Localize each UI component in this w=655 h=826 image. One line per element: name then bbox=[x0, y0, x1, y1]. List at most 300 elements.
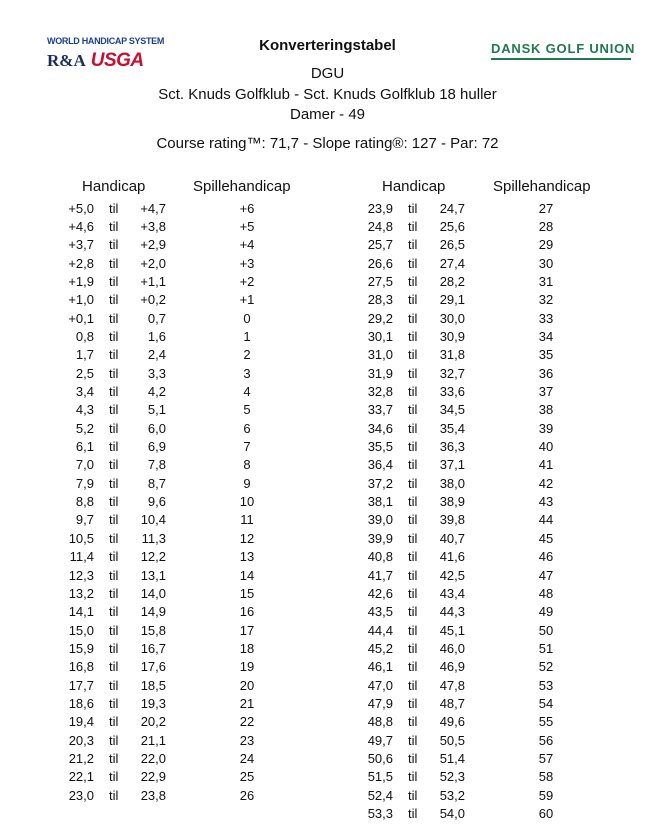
handicap-from: +1,9 bbox=[68, 273, 94, 289]
handicap-from: 7,9 bbox=[75, 475, 94, 491]
handicap-to: 44,3 bbox=[439, 604, 465, 620]
playing-handicap: 21 bbox=[239, 695, 255, 711]
handicap-to: 7,8 bbox=[147, 457, 166, 473]
handicap-to: 51,4 bbox=[439, 751, 465, 766]
til-label: til bbox=[109, 512, 119, 528]
handicap-to: 48,7 bbox=[439, 695, 465, 711]
playing-handicap: 50 bbox=[538, 622, 554, 638]
til-label: til bbox=[109, 328, 119, 344]
table-row bbox=[350, 732, 600, 750]
handicap-from: 10,5 bbox=[68, 530, 94, 546]
til-label: til bbox=[408, 420, 418, 436]
til-label: til bbox=[109, 494, 119, 510]
table-row bbox=[50, 218, 300, 236]
playing-handicap: 33 bbox=[538, 310, 554, 326]
handicap-from: 21,2 bbox=[68, 751, 94, 766]
til-label: til bbox=[109, 530, 119, 546]
playing-handicap: 47 bbox=[538, 567, 554, 583]
handicap-to: 54,0 bbox=[439, 806, 465, 822]
til-label: til bbox=[408, 218, 418, 234]
handicap-from: 39,9 bbox=[367, 530, 393, 546]
handicap-from: 0,8 bbox=[75, 328, 94, 344]
table-row bbox=[350, 475, 600, 493]
playing-handicap: 25 bbox=[239, 769, 255, 785]
handicap-to: 34,5 bbox=[439, 402, 465, 418]
til-label: til bbox=[109, 787, 119, 803]
table-row bbox=[350, 677, 600, 695]
table-row bbox=[50, 768, 300, 786]
playing-handicap: 52 bbox=[538, 659, 554, 675]
handicap-from: 50,6 bbox=[367, 751, 393, 766]
handicap-from: 27,5 bbox=[367, 273, 393, 289]
handicap-from: 24,8 bbox=[367, 218, 393, 234]
playing-handicap: 22 bbox=[239, 714, 255, 730]
handicap-from: 46,1 bbox=[367, 659, 393, 675]
handicap-to: 32,7 bbox=[439, 365, 465, 381]
til-label: til bbox=[109, 439, 119, 455]
handicap-to: 43,4 bbox=[439, 585, 465, 601]
til-label: til bbox=[109, 714, 119, 730]
til-label: til bbox=[408, 457, 418, 473]
table-row bbox=[350, 603, 600, 621]
playing-handicap: 36 bbox=[538, 365, 554, 381]
right-handicap-header: Handicap bbox=[382, 178, 446, 195]
table-row bbox=[50, 658, 300, 676]
playing-handicap: 54 bbox=[538, 695, 554, 711]
handicap-to: 14,0 bbox=[140, 585, 166, 601]
til-label: til bbox=[109, 310, 119, 326]
handicap-from: 31,0 bbox=[367, 347, 393, 363]
handicap-from: 48,8 bbox=[367, 714, 393, 730]
table-row bbox=[350, 383, 600, 401]
til-label: til bbox=[109, 365, 119, 381]
usga-logo: USGA bbox=[90, 50, 144, 71]
table-row bbox=[350, 750, 600, 768]
playing-handicap: 51 bbox=[538, 640, 554, 656]
til-label: til bbox=[408, 659, 418, 675]
til-label: til bbox=[408, 494, 418, 510]
playing-handicap: 12 bbox=[239, 530, 255, 546]
table-row bbox=[350, 567, 600, 585]
til-label: til bbox=[408, 475, 418, 491]
handicap-to: 2,4 bbox=[147, 347, 166, 363]
playing-handicap: 14 bbox=[239, 567, 255, 583]
table-row bbox=[50, 732, 300, 750]
handicap-to: 18,5 bbox=[140, 677, 166, 693]
til-label: til bbox=[109, 420, 119, 436]
handicap-to: 27,4 bbox=[439, 255, 465, 271]
handicap-to: 9,6 bbox=[147, 494, 166, 510]
table-row bbox=[50, 530, 300, 548]
table-row bbox=[350, 218, 600, 236]
table-row bbox=[50, 456, 300, 474]
handicap-from: 49,7 bbox=[367, 732, 393, 748]
playing-handicap: 35 bbox=[538, 347, 554, 363]
til-label: til bbox=[408, 310, 418, 326]
handicap-from: 43,5 bbox=[367, 604, 393, 620]
table-row bbox=[50, 420, 300, 438]
table-row bbox=[50, 640, 300, 658]
table-row bbox=[50, 713, 300, 731]
handicap-from: 9,7 bbox=[75, 512, 94, 528]
right-playing-handicap-header: Spillehandicap bbox=[493, 178, 591, 195]
table-row bbox=[350, 328, 600, 346]
handicap-from: 26,6 bbox=[367, 255, 393, 271]
til-label: til bbox=[109, 347, 119, 363]
playing-handicap: 11 bbox=[240, 512, 254, 528]
table-row bbox=[350, 622, 600, 640]
til-label: til bbox=[408, 237, 418, 253]
handicap-from: 5,2 bbox=[75, 420, 94, 436]
handicap-to: 22,0 bbox=[140, 751, 166, 766]
handicap-from: 38,1 bbox=[367, 494, 393, 510]
handicap-to: 13,1 bbox=[140, 567, 166, 583]
playing-handicap: 16 bbox=[239, 604, 255, 620]
table-row bbox=[350, 713, 600, 731]
handicap-from: 39,0 bbox=[367, 512, 393, 528]
til-label: til bbox=[109, 604, 119, 620]
left-playing-handicap-header: Spillehandicap bbox=[193, 178, 291, 195]
handicap-from: 52,4 bbox=[367, 787, 393, 803]
til-label: til bbox=[408, 384, 418, 399]
handicap-from: +4,6 bbox=[68, 218, 94, 234]
handicap-to: 8,7 bbox=[147, 475, 166, 491]
til-label: til bbox=[408, 549, 418, 565]
playing-handicap: 43 bbox=[538, 494, 554, 510]
til-label: til bbox=[408, 695, 418, 711]
table-row bbox=[50, 622, 300, 640]
til-label: til bbox=[109, 622, 119, 638]
handicap-to: 25,6 bbox=[439, 218, 465, 234]
handicap-from: 53,3 bbox=[367, 806, 393, 822]
handicap-to: 28,2 bbox=[439, 273, 465, 289]
handicap-to: 45,1 bbox=[439, 622, 465, 638]
playing-handicap: 5 bbox=[243, 402, 251, 418]
table-row bbox=[50, 291, 300, 309]
til-label: til bbox=[408, 640, 418, 656]
handicap-from: 34,6 bbox=[367, 420, 393, 436]
handicap-from: 40,8 bbox=[367, 549, 393, 565]
handicap-to: 22,9 bbox=[140, 769, 166, 785]
table-row bbox=[50, 236, 300, 254]
handicap-from: 22,1 bbox=[68, 769, 94, 785]
handicap-to: +3,8 bbox=[140, 218, 166, 234]
table-row bbox=[350, 310, 600, 328]
course-ratings: Course rating™: 71,7 - Slope rating®: 127 - Par: 72 bbox=[156, 135, 499, 152]
page-title: Konverteringstabel bbox=[259, 37, 396, 54]
table-row bbox=[350, 456, 600, 474]
handicap-from: 8,8 bbox=[75, 494, 94, 510]
handicap-to: 38,0 bbox=[439, 475, 465, 491]
handicap-to: 49,6 bbox=[439, 714, 465, 730]
playing-handicap: 41 bbox=[538, 457, 554, 473]
handicap-to: 39,8 bbox=[439, 512, 465, 528]
table-row bbox=[50, 750, 300, 768]
handicap-to: 41,6 bbox=[439, 549, 465, 565]
playing-handicap: 13 bbox=[239, 549, 255, 565]
til-label: til bbox=[408, 732, 418, 748]
playing-handicap: 32 bbox=[538, 292, 554, 308]
til-label: til bbox=[408, 622, 418, 638]
playing-handicap: 49 bbox=[538, 604, 554, 620]
organization: DGU bbox=[310, 65, 345, 82]
til-label: til bbox=[408, 751, 418, 766]
handicap-from: 32,8 bbox=[367, 384, 393, 399]
playing-handicap: 8 bbox=[243, 457, 251, 473]
handicap-from: 47,9 bbox=[367, 695, 393, 711]
til-label: til bbox=[408, 530, 418, 546]
playing-handicap: 17 bbox=[239, 622, 255, 638]
handicap-from: 18,6 bbox=[68, 695, 94, 711]
handicap-from: 19,4 bbox=[68, 714, 94, 730]
handicap-to: 10,4 bbox=[140, 512, 166, 528]
handicap-from: 23,0 bbox=[68, 787, 94, 803]
handicap-from: 47,0 bbox=[367, 677, 393, 693]
handicap-to: 0,7 bbox=[147, 310, 166, 326]
handicap-from: +2,8 bbox=[68, 255, 94, 271]
table-row bbox=[50, 548, 300, 566]
table-row bbox=[350, 530, 600, 548]
playing-handicap: +1 bbox=[239, 292, 255, 308]
playing-handicap: 2 bbox=[243, 347, 251, 363]
playing-handicap: 48 bbox=[538, 585, 554, 601]
handicap-from: 20,3 bbox=[68, 732, 94, 748]
til-label: til bbox=[109, 292, 119, 308]
table-row bbox=[50, 585, 300, 603]
til-label: til bbox=[408, 604, 418, 620]
ra-logo: R&A bbox=[47, 51, 86, 70]
playing-handicap: 7 bbox=[243, 439, 251, 455]
playing-handicap: 31 bbox=[538, 273, 554, 289]
table-row bbox=[350, 640, 600, 658]
table-row bbox=[50, 493, 300, 511]
table-row bbox=[350, 548, 600, 566]
playing-handicap: 37 bbox=[538, 384, 554, 399]
playing-handicap: 10 bbox=[239, 494, 255, 510]
til-label: til bbox=[109, 640, 119, 656]
table-row bbox=[350, 805, 600, 823]
playing-handicap: 18 bbox=[239, 640, 255, 656]
dgu-logo-underline bbox=[491, 58, 631, 60]
table-row bbox=[50, 383, 300, 401]
table-row bbox=[50, 475, 300, 493]
handicap-from: 23,9 bbox=[367, 200, 393, 216]
handicap-from: 12,3 bbox=[68, 567, 94, 583]
playing-handicap: 57 bbox=[538, 751, 554, 766]
handicap-from: 2,5 bbox=[75, 365, 94, 381]
handicap-from: 36,4 bbox=[367, 457, 393, 473]
handicap-to: 26,5 bbox=[439, 237, 465, 253]
til-label: til bbox=[408, 714, 418, 730]
handicap-to: 16,7 bbox=[140, 640, 166, 656]
playing-handicap: 53 bbox=[538, 677, 554, 693]
handicap-to: +1,1 bbox=[140, 273, 166, 289]
handicap-from: 30,1 bbox=[367, 328, 393, 344]
table-row bbox=[350, 695, 600, 713]
handicap-to: 38,9 bbox=[439, 494, 465, 510]
til-label: til bbox=[109, 402, 119, 418]
table-row bbox=[50, 401, 300, 419]
handicap-from: 29,2 bbox=[367, 310, 393, 326]
playing-handicap: 26 bbox=[239, 787, 255, 803]
til-label: til bbox=[109, 585, 119, 601]
handicap-to: 31,8 bbox=[439, 347, 465, 363]
handicap-to: 3,3 bbox=[147, 365, 166, 381]
handicap-from: 14,1 bbox=[68, 604, 94, 620]
table-row bbox=[350, 658, 600, 676]
til-label: til bbox=[408, 439, 418, 455]
table-row bbox=[50, 273, 300, 291]
handicap-from: 45,2 bbox=[367, 640, 393, 656]
til-label: til bbox=[109, 218, 119, 234]
playing-handicap: 15 bbox=[239, 585, 255, 601]
til-label: til bbox=[109, 677, 119, 693]
handicap-to: 50,5 bbox=[439, 732, 465, 748]
playing-handicap: 59 bbox=[538, 787, 554, 803]
handicap-to: +4,7 bbox=[140, 200, 166, 216]
playing-handicap: 34 bbox=[538, 328, 554, 344]
table-row bbox=[50, 365, 300, 383]
table-row bbox=[50, 255, 300, 273]
handicap-to: 15,8 bbox=[140, 622, 166, 638]
playing-handicap: 24 bbox=[239, 751, 255, 766]
handicap-from: 11,4 bbox=[69, 549, 94, 565]
handicap-from: +3,7 bbox=[68, 237, 94, 253]
table-row bbox=[50, 328, 300, 346]
table-row bbox=[50, 567, 300, 585]
handicap-to: 4,2 bbox=[147, 384, 166, 399]
playing-handicap: 46 bbox=[538, 549, 554, 565]
table-row bbox=[50, 511, 300, 529]
table-row bbox=[350, 787, 600, 805]
table-row bbox=[350, 200, 600, 218]
table-row bbox=[350, 768, 600, 786]
handicap-from: 25,7 bbox=[367, 237, 393, 253]
playing-handicap: 20 bbox=[239, 677, 255, 693]
handicap-from: 37,2 bbox=[367, 475, 393, 491]
handicap-to: 5,1 bbox=[147, 402, 166, 418]
til-label: til bbox=[408, 512, 418, 528]
handicap-from: 1,7 bbox=[75, 347, 94, 363]
table-row bbox=[350, 493, 600, 511]
handicap-from: 6,1 bbox=[75, 439, 94, 455]
handicap-to: +0,2 bbox=[140, 292, 166, 308]
til-label: til bbox=[408, 787, 418, 803]
table-row bbox=[350, 365, 600, 383]
table-row bbox=[350, 511, 600, 529]
til-label: til bbox=[109, 549, 119, 565]
playing-handicap: 19 bbox=[239, 659, 255, 675]
til-label: til bbox=[408, 567, 418, 583]
table-row bbox=[350, 346, 600, 364]
playing-handicap: 1 bbox=[243, 328, 251, 344]
til-label: til bbox=[408, 292, 418, 308]
til-label: til bbox=[109, 255, 119, 271]
handicap-to: 40,7 bbox=[439, 530, 465, 546]
handicap-to: 30,0 bbox=[439, 310, 465, 326]
table-row bbox=[350, 236, 600, 254]
til-label: til bbox=[109, 751, 119, 766]
handicap-to: 46,0 bbox=[439, 640, 465, 656]
playing-handicap: 40 bbox=[538, 439, 554, 455]
handicap-to: 19,3 bbox=[140, 695, 166, 711]
handicap-to: 6,0 bbox=[147, 420, 166, 436]
handicap-to: 42,5 bbox=[439, 567, 465, 583]
handicap-from: 15,0 bbox=[68, 622, 94, 638]
playing-handicap: 55 bbox=[538, 714, 554, 730]
til-label: til bbox=[109, 475, 119, 491]
handicap-to: 46,9 bbox=[439, 659, 465, 675]
playing-handicap: 6 bbox=[243, 420, 251, 436]
til-label: til bbox=[109, 769, 119, 785]
handicap-to: 36,3 bbox=[439, 439, 465, 455]
handicap-from: 35,5 bbox=[367, 439, 393, 455]
til-label: til bbox=[109, 273, 119, 289]
table-row bbox=[50, 603, 300, 621]
til-label: til bbox=[109, 200, 119, 216]
handicap-from: 4,3 bbox=[75, 402, 94, 418]
til-label: til bbox=[109, 567, 119, 583]
playing-handicap: 30 bbox=[538, 255, 554, 271]
til-label: til bbox=[408, 585, 418, 601]
handicap-from: 42,6 bbox=[367, 585, 393, 601]
til-label: til bbox=[109, 695, 119, 711]
playing-handicap: +4 bbox=[239, 237, 255, 253]
handicap-from: +0,1 bbox=[68, 310, 94, 326]
playing-handicap: 28 bbox=[538, 218, 554, 234]
playing-handicap: 58 bbox=[538, 769, 554, 785]
handicap-from: 13,2 bbox=[68, 585, 94, 601]
left-handicap-header: Handicap bbox=[82, 178, 146, 195]
handicap-to: 20,2 bbox=[140, 714, 166, 730]
handicap-to: 1,6 bbox=[147, 328, 166, 344]
handicap-to: 33,6 bbox=[439, 384, 465, 399]
til-label: til bbox=[408, 677, 418, 693]
playing-handicap: 42 bbox=[538, 475, 554, 491]
table-row bbox=[50, 677, 300, 695]
table-row bbox=[50, 695, 300, 713]
handicap-to: 52,3 bbox=[439, 769, 465, 785]
playing-handicap: 23 bbox=[239, 732, 255, 748]
playing-handicap: 9 bbox=[243, 475, 251, 491]
playing-handicap: +6 bbox=[239, 200, 255, 216]
til-label: til bbox=[408, 255, 418, 271]
handicap-from: 31,9 bbox=[367, 365, 393, 381]
table-row bbox=[50, 310, 300, 328]
handicap-to: 23,8 bbox=[140, 787, 166, 803]
table-row bbox=[350, 585, 600, 603]
handicap-to: +2,9 bbox=[140, 237, 166, 253]
table-row bbox=[350, 273, 600, 291]
handicap-from: 41,7 bbox=[367, 567, 393, 583]
playing-handicap: 29 bbox=[538, 237, 554, 253]
handicap-from: 44,4 bbox=[367, 622, 393, 638]
handicap-to: 35,4 bbox=[439, 420, 465, 436]
playing-handicap: +3 bbox=[239, 255, 255, 271]
til-label: til bbox=[408, 347, 418, 363]
playing-handicap: 60 bbox=[538, 806, 554, 822]
table-row bbox=[350, 420, 600, 438]
table-row bbox=[50, 200, 300, 218]
handicap-to: 37,1 bbox=[439, 457, 465, 473]
playing-handicap: 39 bbox=[538, 420, 554, 436]
handicap-to: +2,0 bbox=[140, 255, 166, 271]
handicap-from: 15,9 bbox=[68, 640, 94, 656]
playing-handicap: +5 bbox=[239, 218, 255, 234]
til-label: til bbox=[109, 457, 119, 473]
handicap-from: 3,4 bbox=[75, 384, 94, 399]
playing-handicap: 38 bbox=[538, 402, 554, 418]
